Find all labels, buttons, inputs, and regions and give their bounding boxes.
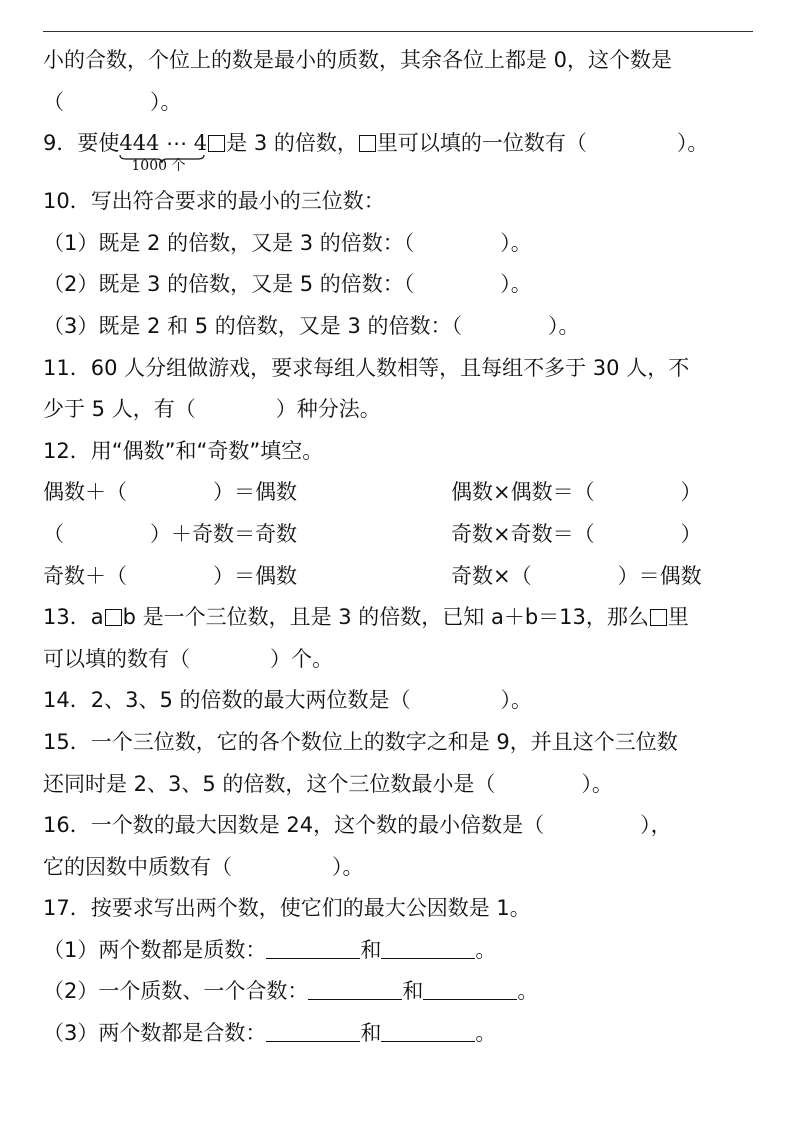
q12-r3-left-b: ）＝偶数	[213, 563, 297, 588]
q8-open: （	[43, 89, 64, 114]
q12-r2-right-a: 奇数×奇数＝（	[451, 521, 595, 546]
q17-stem	[43, 888, 755, 930]
header-rule	[43, 31, 753, 32]
q13-text-a: 13．a	[43, 605, 104, 630]
q9-close: ）。	[676, 131, 709, 156]
q17-p2-blank-1[interactable]	[308, 981, 402, 1000]
q17-part1	[43, 930, 755, 972]
q11-close: ）种分法。	[275, 397, 381, 422]
q15-text: 15．一个三位数，它的各个数位上的数字之和是 9，并且这个三位数	[43, 729, 678, 754]
q12-row2	[43, 514, 755, 556]
q10-p3-text: （3）既是 2 和 5 的倍数，又是 3 的倍数：（	[43, 313, 462, 338]
q11-text-b: 少于 5 人，有（	[43, 397, 196, 422]
q17-p2-and: 和	[402, 979, 424, 1004]
q12-r3-left-a: 奇数＋（	[43, 563, 127, 588]
q17-p1-text: （1）两个数都是质数：	[43, 937, 267, 962]
q15-line1	[43, 722, 755, 764]
q10-part2	[43, 264, 755, 306]
q17-p2-end: 。	[517, 979, 539, 1004]
q16-line2	[43, 847, 755, 889]
q15-close: ）。	[581, 771, 613, 796]
digit-box-icon	[105, 609, 122, 626]
digit-box-icon	[359, 135, 376, 152]
q17-p1-blank-1[interactable]	[266, 940, 360, 959]
q13-line2	[43, 639, 755, 681]
q15-line2	[43, 764, 755, 806]
q17-p2-text: （2）一个质数、一个合数：	[43, 979, 309, 1004]
q16-line1	[43, 805, 755, 847]
q17-p3-blank-2[interactable]	[381, 1023, 475, 1042]
q12-r3-right-a: 奇数×（	[451, 563, 532, 588]
q17-p1-blank-2[interactable]	[381, 940, 475, 959]
digit-box-icon	[650, 609, 667, 626]
q17-p2-blank-2[interactable]	[423, 981, 517, 1000]
q12-r1-left-b: ）＝偶数	[213, 480, 297, 505]
q10-p1-close: ）。	[500, 230, 532, 255]
q17-p1-end: 。	[475, 937, 497, 962]
q12-r2-right-b: ）	[680, 521, 702, 546]
q12-row1	[43, 472, 755, 514]
q12-r1-right-b: ）	[680, 480, 702, 505]
q9-text-c: 里可以填的一位数有（	[376, 131, 587, 156]
q8-line2	[43, 82, 755, 124]
q16-close: ）。	[332, 854, 364, 879]
q17-p3-text: （3）两个数都是合数：	[43, 1021, 267, 1046]
q8-text: 小的合数，个位上的数是最小的质数，其余各位上都是 0，这个数是	[43, 48, 673, 72]
q12-r1-right-a: 偶数×偶数＝（	[451, 480, 595, 505]
q12-r3-right-b: ）＝偶数	[617, 563, 702, 588]
q13-line1	[43, 597, 755, 639]
q13-text-c: 里	[667, 605, 689, 630]
q17-text: 17．按要求写出两个数，使它们的最大公因数是 1。	[43, 896, 531, 921]
q12-text: 12．用“偶数”和“奇数”填空。	[43, 438, 324, 463]
q10-part1	[43, 223, 755, 265]
q17-part2	[43, 971, 755, 1013]
q9-label: 9．要使	[43, 131, 120, 156]
q8-close: ）。	[150, 89, 182, 114]
q17-p3-blank-1[interactable]	[266, 1023, 360, 1042]
q9-underbrace-number	[119, 123, 208, 175]
q15-text-b: 还同时是 2、3、5 的倍数，这个三位数最小是（	[43, 771, 496, 796]
worksheet	[43, 40, 755, 1055]
q9-brace-label: 1000 个	[131, 158, 186, 175]
q13-text-b: b 是一个三位数，且是 3 的倍数，已知 a＋b＝13，那么	[122, 605, 649, 630]
q12-r3-right	[451, 556, 702, 598]
q10-p3-close: ）。	[548, 313, 580, 338]
q14-close: ）。	[500, 688, 532, 713]
q13-close: ）个。	[270, 646, 333, 671]
q9-line	[43, 123, 755, 175]
q17-p3-end: 。	[475, 1021, 497, 1046]
q17-part3	[43, 1013, 755, 1055]
q10-p2-text: （2）既是 3 的倍数，又是 5 的倍数：（	[43, 272, 415, 297]
q10-text: 10．写出符合要求的最小的三位数：	[43, 189, 385, 214]
q10-stem	[43, 181, 755, 223]
q13-text-d: 可以填的数有（	[43, 646, 190, 671]
q10-p1-text: （1）既是 2 的倍数，又是 3 的倍数：（	[43, 230, 415, 255]
q10-p2-close: ）。	[500, 272, 532, 297]
q8-line1	[43, 40, 755, 82]
q17-p1-and: 和	[360, 937, 382, 962]
q12-row3	[43, 556, 755, 598]
q11-line1	[43, 348, 755, 390]
q12-stem	[43, 431, 755, 473]
q11-line2	[43, 389, 755, 431]
q16-text-c: 它的因数中质数有（	[43, 854, 232, 879]
q9-text-b: 是 3 的倍数，	[226, 131, 358, 156]
q12-r1-left-a: 偶数＋（	[43, 480, 127, 505]
q14-line	[43, 680, 755, 722]
q11-text: 11．60 人分组做游戏，要求每组人数相等，且每组不多于 30 人，不	[43, 355, 690, 380]
q12-r2-right	[451, 514, 702, 556]
q17-p3-and: 和	[360, 1021, 382, 1046]
q12-r1-right	[451, 472, 702, 514]
q12-r2-left-b: ）＋奇数＝奇数	[150, 521, 297, 546]
q10-part3	[43, 306, 755, 348]
q9-number: 444 ⋯ 4	[119, 131, 208, 156]
digit-box-icon	[208, 135, 225, 152]
q16-text-a: 16．一个数的最大因数是 24，这个数的最小倍数是（	[43, 813, 545, 838]
q14-text: 14．2、3、5 的倍数的最大两位数是（	[43, 688, 411, 713]
q12-r2-left-a: （	[43, 521, 64, 546]
q16-text-b: ），	[640, 813, 672, 838]
